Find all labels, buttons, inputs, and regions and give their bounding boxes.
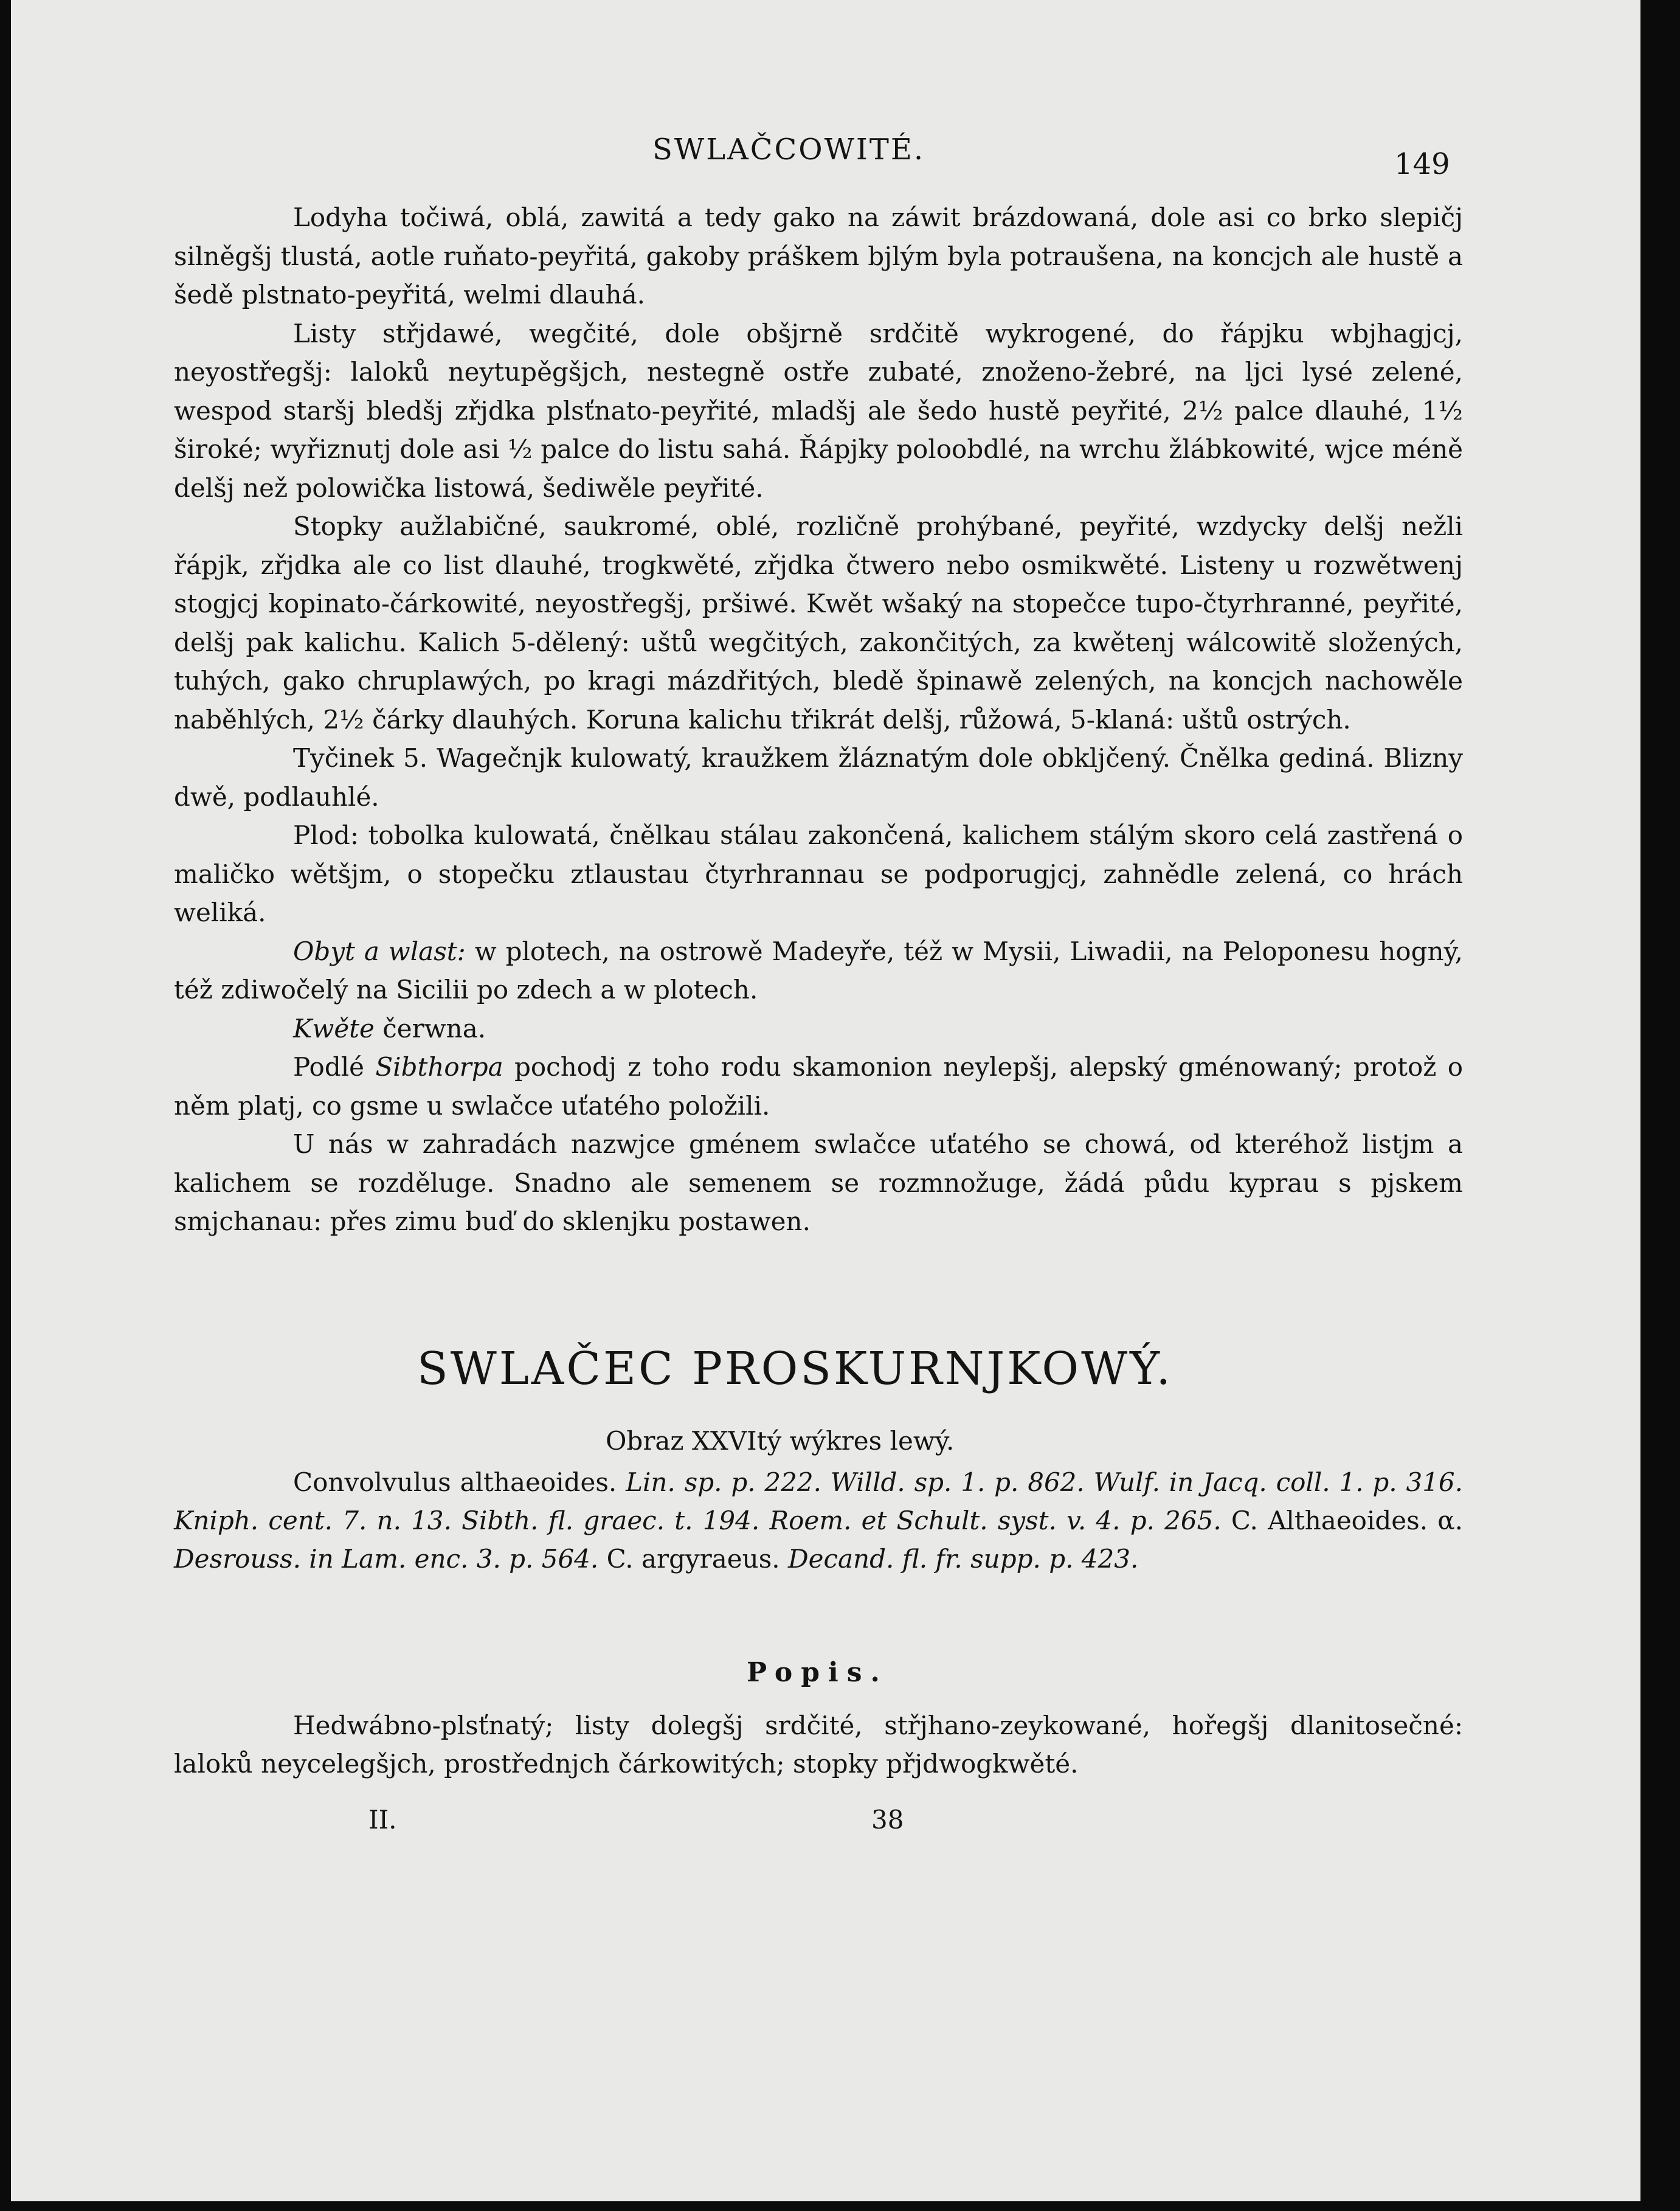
paragraph-stamens: Tyčinek 5. Wagečnjk kulowatý, kraužkem žláznatým dole obkljčený. Čnělka gediná. Blizny dwě, podlauhlé.	[174, 743, 1463, 812]
sheet-number: 38	[871, 1805, 904, 1835]
flowering-label: Kwěte	[293, 1013, 375, 1043]
synonymy-citation: Wulf. in Jacq. coll. 1. p. 316.	[1093, 1467, 1464, 1497]
paragraph-stem: Lodyha točiwá, oblá, zawitá a tedy gako na záwit brázdowaná, dole asi co brko slepičj silněgšj tlustá, aotle ruňato-peyřitá, gakoby práškem bjlým byla potraušena, na koncjch ale hustě a šedě plstnato-peyřitá, welmi dlauhá.	[174, 202, 1463, 310]
paragraph-fruit: Plod: tobolka kulowatá, čnělkau stálau zakončená, kalichem stálým skoro celá zastřená o maličko wětšjm, o stopečku ztlaustau čtyrhrannau se podporugjcj, zahnědle zelená, co hrách weliká.	[174, 820, 1463, 927]
diagnosis-paragraph: Hedwábno-plsťnatý; listy dolegšj srdčité, střjhano-zeykowané, hořegšj dlanitosečné: laloků neycelegšjch, prostřednjch čárkowitých; stopky přjdwogkwěté.	[174, 1711, 1463, 1779]
habitat-label: Obyt a wlast:	[293, 936, 466, 966]
synonymy-citation: Convolvulus althaeoides.	[293, 1467, 617, 1497]
synonymy-citation: Lin. sp. p. 222.	[626, 1467, 821, 1497]
plate-reference: Obraz XXVItý wýkres lewý.	[606, 1426, 955, 1456]
book-page	[11, 0, 1640, 2201]
scan-border	[1642, 0, 1680, 2211]
page-number: 149	[1394, 147, 1450, 181]
flowering-text: čerwna.	[382, 1013, 486, 1043]
species-heading: SWLAČEC PROSKURNJKOWÝ.	[417, 1343, 1173, 1395]
description-block	[174, 198, 1463, 1241]
paragraph-peduncles: Stopky aužlabičné, saukromé, oblé, rozličně prohýbané, peyřité, wzdycky delšj nežli řápjk, zřjdka ale co list dlauhé, trogkwěté, zřjdka čtwero nebo osmikwěté. Listeny u rozwětwenj stogjcj kopinato-čárkowité, neyostřegšj, pršiwé. Kwět wšaký na stopečce tupo-čtyrhranné, peyřité, delšj pak kalichu. Kalich 5-dělený: uštů wegčitých, zakončitých, za kwětenj wálcowitě složených, tuhých, gako chruplawých, po kragi mázdřitých, bledě špinawě zelených, na koncjch nachowěle naběhlých, 2½ čárky dlauhých. Koruna kalichu třikrát delšj, růžowá, 5-klaná: uštů ostrých.	[174, 511, 1463, 735]
synonymy-paragraph	[174, 1463, 1463, 1578]
synonymy-citation: C. argyraeus.	[606, 1544, 780, 1574]
synonymy-block	[174, 1463, 1463, 1578]
synonymy-citation: Sibth. fl. graec. t. 194.	[461, 1506, 760, 1535]
volume-signature: II.	[368, 1805, 397, 1835]
paragraph-uses	[174, 1048, 1463, 1125]
uses-after: pochodj z toho rodu skamonion neylepšj, alepský gménowaný; protož o něm platj, co gsme u swlačce uťatého položili.	[174, 1052, 1464, 1121]
paragraph-habitat	[174, 932, 1463, 1009]
paragraph-cultivation: U nás w zahradách nazwjce gménem swlačce uťatého se chowá, od kteréhož listjm a kalichem se rozděluge. Snadno ale semenem se rozmnožuge, žádá půdu kyprau s pjskem smjchanau: přes zimu buď do sklenjku postawen.	[174, 1129, 1463, 1236]
synonymy-citation: C. Althaeoides. α.	[1231, 1506, 1463, 1535]
synonymy-citation: Kniph. cent. 7. n. 13.	[174, 1506, 452, 1535]
uses-author: Sibthorpa	[375, 1052, 503, 1082]
diagnosis-block	[174, 1706, 1463, 1783]
synonymy-citation: Decand. fl. fr. supp. p. 423.	[787, 1544, 1139, 1574]
uses-before: Podlé	[293, 1052, 365, 1082]
description-heading: Popis.	[747, 1657, 888, 1688]
running-title: SWLAČCOWITÉ.	[652, 133, 925, 167]
synonymy-citation: Willd. sp. 1. p. 862.	[830, 1467, 1085, 1497]
paragraph-leaves: Listy střjdawé, wegčité, dole obšjrně srdčitě wykrogené, do řápjku wbjhagjcj, neyostřegšj: laloků neytupěgšjch, nestegně ostře zubaté, znoženo-žebré, na ljci lysé zelené, wespod staršj bledšj zřjdka plsťnato-peyřité, mladšj ale šedo hustě peyřité, 2½ palce dlauhé, 1½ široké; wyřiznutj dole asi ½ palce do listu sahá. Řápjky poloobdlé, na wrchu žlábkowité, wjce méně delšj než polowička listowá, šediwěle peyřité.	[174, 318, 1463, 503]
synonymy-citation: Desrouss. in Lam. enc. 3. p. 564.	[174, 1544, 599, 1574]
paragraph-flowering	[174, 1009, 1463, 1048]
synonymy-citation: Roem. et Schult. syst. v. 4. p. 265.	[769, 1506, 1222, 1535]
habitat-text: w plotech, na ostrowě Madeyře, též w Mysii, Liwadii, na Peloponesu hogný, též zdiwočelý na Sicilii po zdech a w plotech.	[174, 936, 1464, 1005]
